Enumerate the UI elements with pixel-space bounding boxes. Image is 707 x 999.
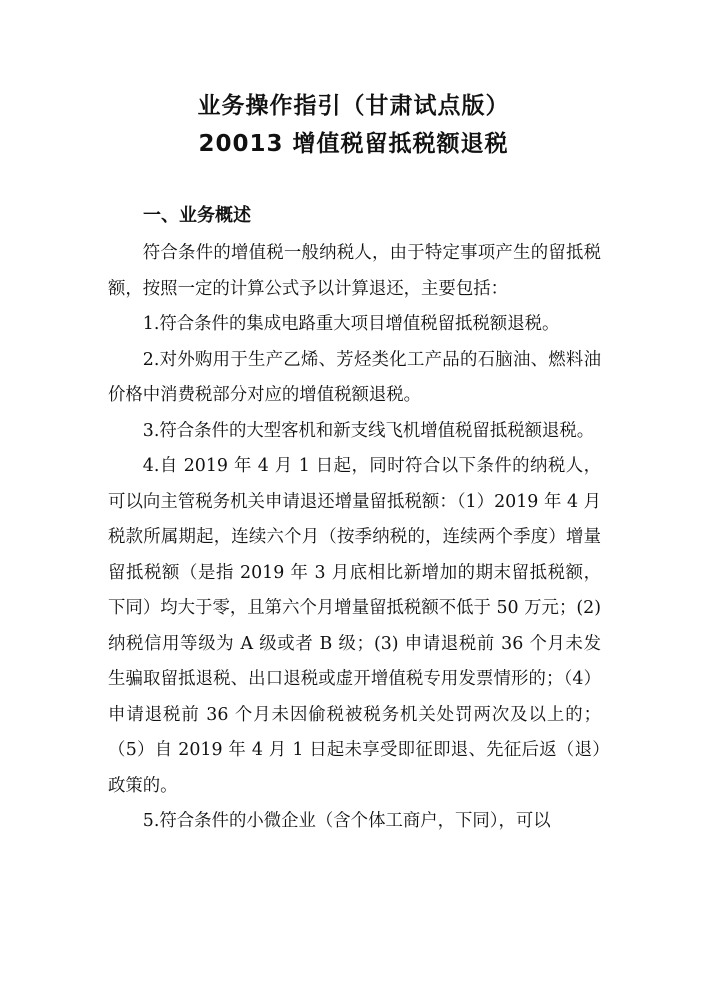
document-body <box>108 236 601 840</box>
document-title-line-1: 业务操作指引（甘肃试点版） <box>197 93 510 119</box>
paragraph-item-4: 4.自 2019 年 4 月 1 日起，同时符合以下条件的纳税人，可以向主管税务机关申请退还增量留抵税额：（1）2019 年 4 月税款所属期起，连续六个月（按季纳税的，连续两个季度）增量留抵税额（是指 2019 年 3 月底相比新增加的期末留抵税额，下同）均大于零，且第六个月增量留抵税额不低于 50 万元；(2) 纳税信用等级为 A 级或者 B 级；(3) 申请退税前 36 个月未发生骗取留抵退税、出口退税或虚开增值税专用发票情形的；（4）申请退税前 36 个月未因偷税被税务机关处罚两次及以上的；（5）自 2019 年 4 月 1 日起未享受即征即退、先征后返（退）政策的。 <box>108 456 601 796</box>
paragraph-item-1: 1.符合条件的集成电路重大项目增值税留抵税额退税。 <box>142 314 560 334</box>
paragraph-item-3: 3.符合条件的大型客机和新支线飞机增值税留抵税额退税。 <box>142 420 595 441</box>
paragraph-intro: 符合条件的增值税一般纳税人，由于特定事项产生的留抵税额，按照一定的计算公式予以计算退还，主要包括： <box>108 243 601 299</box>
paragraph-item-2: 2.对外购用于生产乙烯、芳烃类化工产品的石脑油、燃料油价格中消费税部分对应的增值税额退税。 <box>108 349 601 405</box>
section-heading: 一、业务概述 <box>143 205 251 226</box>
document-title-line-2: 20013 增值税留抵税额退税 <box>198 131 509 157</box>
paragraph-item-5: 5.符合条件的小微企业（含个体工商户，下同），可以 <box>142 811 551 831</box>
